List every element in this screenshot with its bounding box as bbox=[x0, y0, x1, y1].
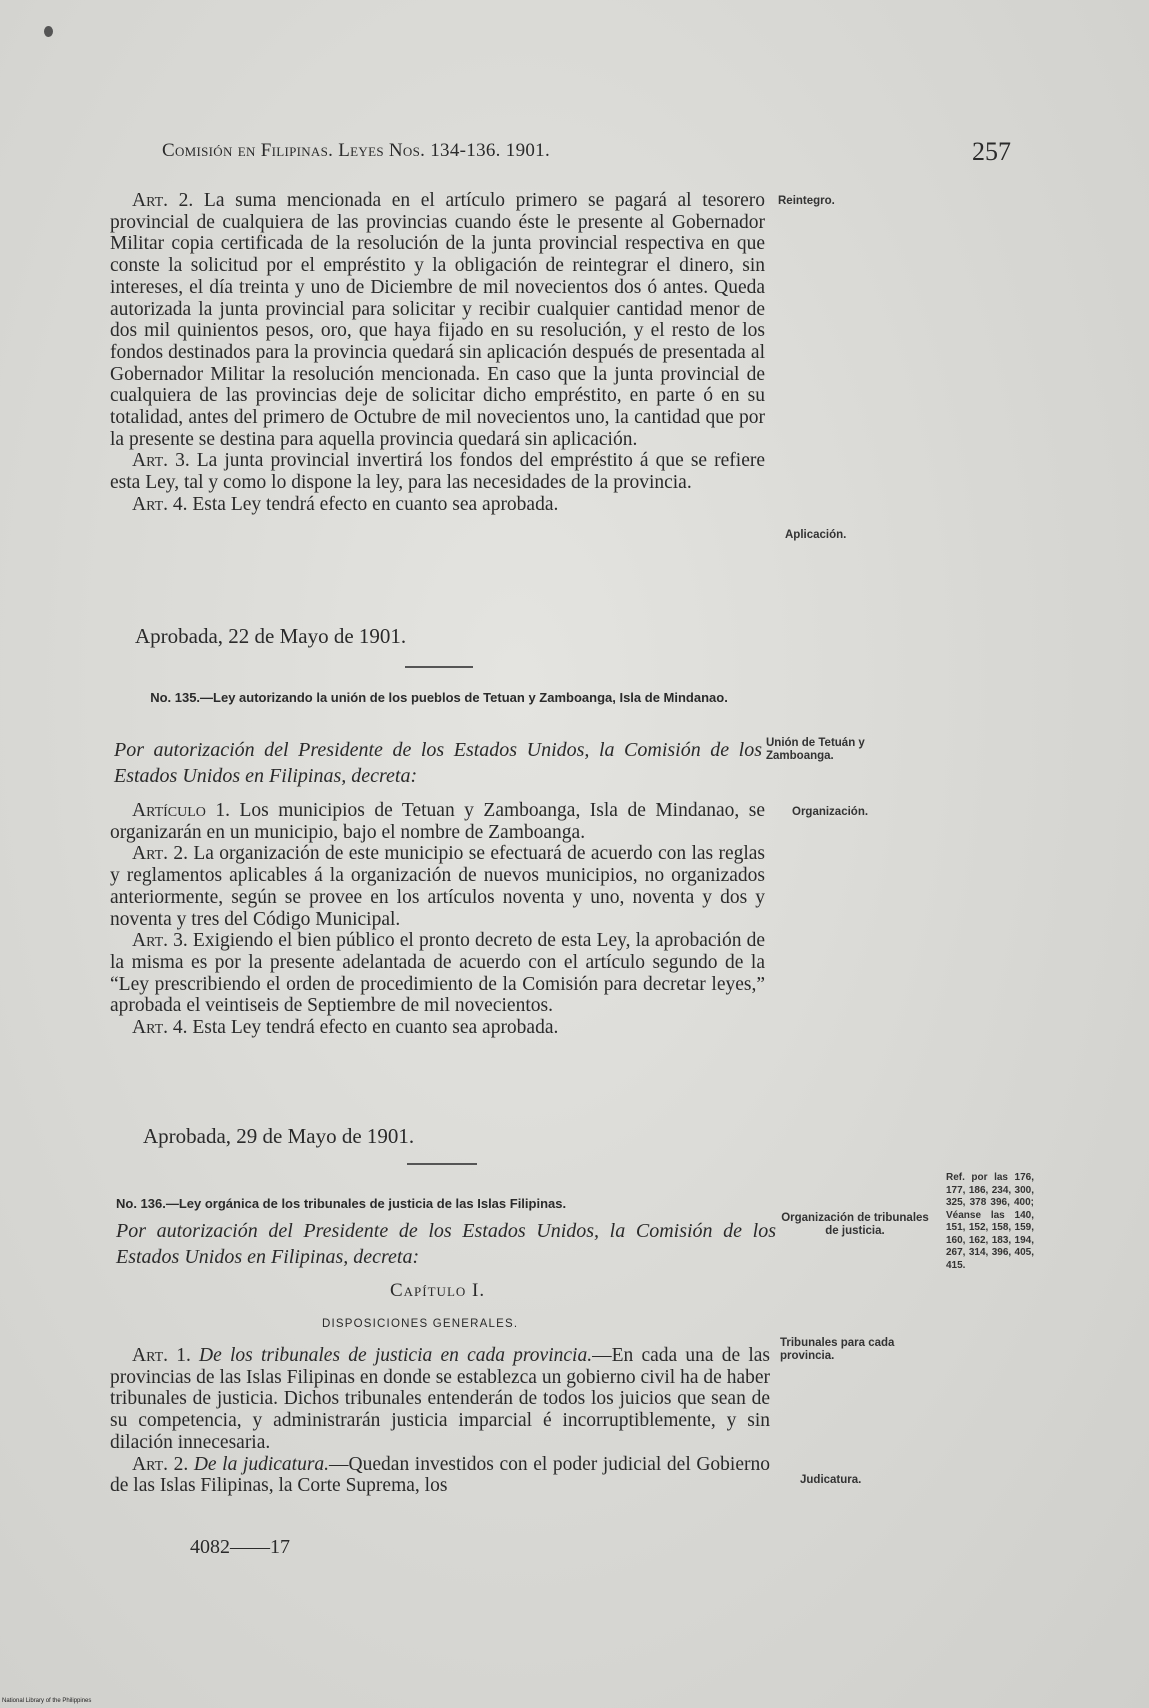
law-135-approval: Aprobada, 29 de Mayo de 1901. bbox=[143, 1124, 415, 1148]
law-134-art-2: Art. 2. La suma mencionada en el artículo primero se pagará al tesorero provincial de cualquiera de las provincias cuando éste le presente al Gobernador Militar copia certificada de la resolución de la junta provincial respectiva en que conste la solicitud por el empréstito y la obligación de reintegrar el dinero, sin intereses, el día treinta y uno de Diciembre de mil novecientos dos ó antes. Queda autorizada la junta provincial para solicitar y recibir cualquier cantidad menor de dos mil quinientos pesos, oro, que haya fijado en su resolución, y el resto de los fondos destinados para la provincia quedará sin aplicación después de presentada al Gobernador Militar la resolución mencionada. En caso que la junta provincial de cualquiera de las provincias deje de solicitar dicho empréstito, en parte ó en su totalidad, antes del primero de Octubre de mil novecientos uno, la cantidad que por la presente se destina para aquella provincia quedará sin aplicación. bbox=[110, 190, 765, 450]
margin-note-organizacion: Organización. bbox=[792, 806, 869, 818]
separator-rule bbox=[407, 1163, 477, 1165]
law-136-art-2: Art. 2. De la judicatura.—Quedan investidos con el poder judicial del Gobierno de las Islas Filipinas, la Corte Suprema, los bbox=[110, 1453, 770, 1497]
law-135-art-1: Artículo 1. Los municipios de Tetuan y Zamboanga, Isla de Mindanao, se organizarán en un municipio, bajo el nombre de Zamboanga. bbox=[110, 800, 765, 843]
law-135-art-4: Art. 4. Esta Ley tendrá efecto en cuanto sea aprobada. bbox=[132, 1017, 559, 1039]
margin-note-judicatura: Judicatura. bbox=[800, 1474, 862, 1486]
law-134-approval: Aprobada, 22 de Mayo de 1901. bbox=[135, 624, 407, 648]
law-135-preamble: Por autorización del Presidente de los Estados Unidos, la Comisión de los Estados Unidos en Filipinas, decreta: bbox=[114, 739, 762, 787]
margin-note-organizacion-tribunales: Organización de tribunales de justicia. bbox=[781, 1212, 929, 1237]
page-number: 257 bbox=[972, 137, 1011, 166]
subchapter-heading: DISPOSICIONES GENERALES. bbox=[322, 1318, 519, 1330]
law-134-body bbox=[110, 190, 765, 516]
chapter-heading: Capítulo I. bbox=[390, 1280, 486, 1301]
margin-note-aplicacion: Aplicación. bbox=[785, 529, 847, 541]
ink-speck bbox=[44, 26, 53, 37]
running-head: Comisión en Filipinas. Leyes Nos. 134-136. 1901. bbox=[162, 140, 551, 161]
law-136-preamble: Por autorización del Presidente de los Estados Unidos, la Comisión de los Estados Unidos en Filipinas, decreta: bbox=[116, 1220, 776, 1268]
margin-note-union: Unión de Tetuán y Zamboanga. bbox=[766, 737, 865, 762]
margin-note-reintegro: Reintegro. bbox=[778, 195, 835, 207]
law-136-body bbox=[110, 1345, 770, 1497]
law-136-art-1: Art. 1. De los tribunales de justicia en cada provincia.—En cada una de las provincias de las Islas Filipinas en donde se establezca un gobierno civil ha de haber tribunales de justicia. Dichos tribunales entenderán de todos los juicios que sean de su competencia, y administrarán justicia imparcial é incorruptiblemente, y sin dilación innecesaria. bbox=[110, 1345, 770, 1453]
law-134-art-3: Art. 3. La junta provincial invertirá los fondos del empréstito á que se refiere esta Ley, tal y como lo dispone la ley, para las necesidades de la provincia. bbox=[110, 450, 765, 494]
library-note: National Library of the Philippines bbox=[2, 1698, 92, 1704]
law-135-body bbox=[110, 800, 765, 1039]
margin-note-tribunales-provincia: Tribunales para cada provincia. bbox=[780, 1337, 895, 1362]
law-134-art-4: Art. 4. Esta Ley tendrá efecto en cuanto sea aprobada. bbox=[132, 493, 559, 515]
printer-signature: 4082——17 bbox=[190, 1536, 290, 1558]
law-136-title: No. 136.—Ley orgánica de los tribunales de justicia de las Islas Filipinas. bbox=[116, 1196, 567, 1211]
law-135-art-2: Art. 2. La organización de este municipio se efectuará de acuerdo con las reglas y reglamentos aplicables á la organización de nuevos municipios, no organizados anteriormente, según se provee en los artículos noventa y uno, noventa y dos y noventa y tres del Código Municipal. bbox=[110, 843, 766, 930]
reference-note: Ref. por las 176, 177, 186, 234, 300, 325, 378 396, 400; Véanse las 140, 151, 152, 158, 159, 160, 162, 183, 194, 267, 314, 396, 405, 415. bbox=[946, 1172, 1034, 1271]
law-135-art-3: Art. 3. Exigiendo el bien público el pronto decreto de esta Ley, la aprobación de la misma es por la presente adelantada de acuerdo con el artículo segundo de la “Ley prescribiendo el orden de procedimiento de la Comisión para decretar leyes,” aprobada el veintiseis de Septiembre de mil novecientos. bbox=[110, 930, 765, 1017]
law-135-title: No. 135.—Ley autorizando la unión de los pueblos de Tetuan y Zamboanga, Isla de Mindanao. bbox=[150, 690, 728, 705]
separator-rule bbox=[405, 666, 473, 668]
